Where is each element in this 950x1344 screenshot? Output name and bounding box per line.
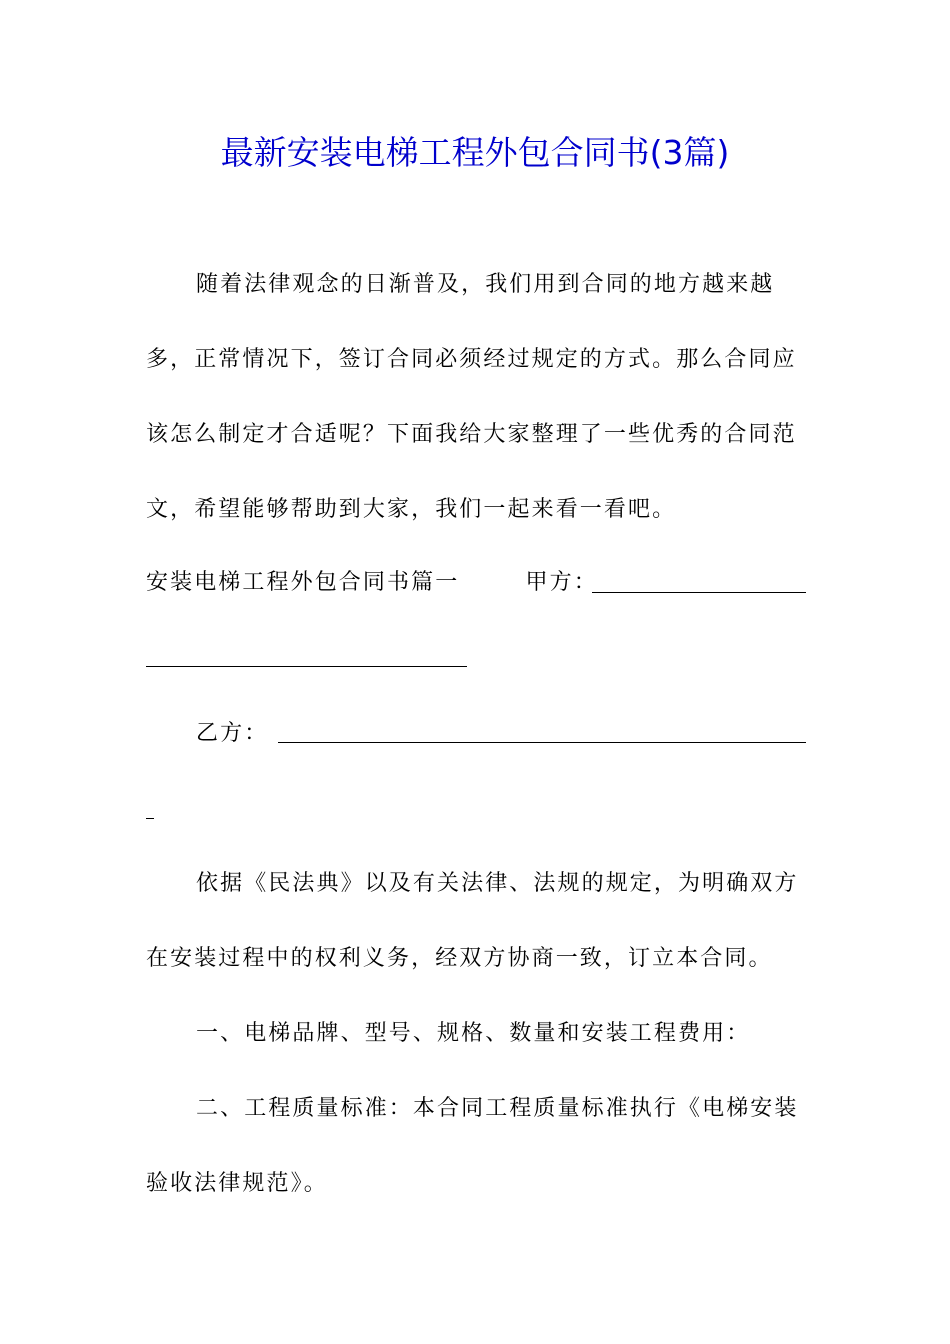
item-2: 二、工程质量标准：本合同工程质量标准执行《电梯安装验收法律规范》。 <box>146 1096 799 1196</box>
item-1: 一、电梯品牌、型号、规格、数量和安装工程费用： <box>196 1021 751 1046</box>
party-a-blank-line-1 <box>592 592 806 593</box>
party-b-label: 乙方： <box>196 721 269 746</box>
section-heading: 安装电梯工程外包合同书篇一 <box>146 570 460 595</box>
party-b-blank-line-1 <box>278 742 806 743</box>
basis-paragraph: 依据《民法典》以及有关法律、法规的规定，为明确双方在安装过程中的权利义务，经双方协商一致，订立本合同。 <box>146 871 799 971</box>
intro-paragraph: 随着法律观念的日渐普及，我们用到合同的地方越来越多，正常情况下，签订合同必须经过规定的方式。那么合同应该怎么制定才合适呢？下面我给大家整理了一些优秀的合同范文，希望能够帮助到大家，我们一起来看一看吧。 <box>146 272 797 522</box>
section-heading-line <box>146 563 598 603</box>
document-title: 最新安装电梯工程外包合同书(3篇) <box>220 133 730 172</box>
party-b-blank-line-2 <box>146 818 154 819</box>
party-a-label: 甲方： <box>525 570 598 595</box>
party-a-blank-line-2 <box>146 666 467 667</box>
